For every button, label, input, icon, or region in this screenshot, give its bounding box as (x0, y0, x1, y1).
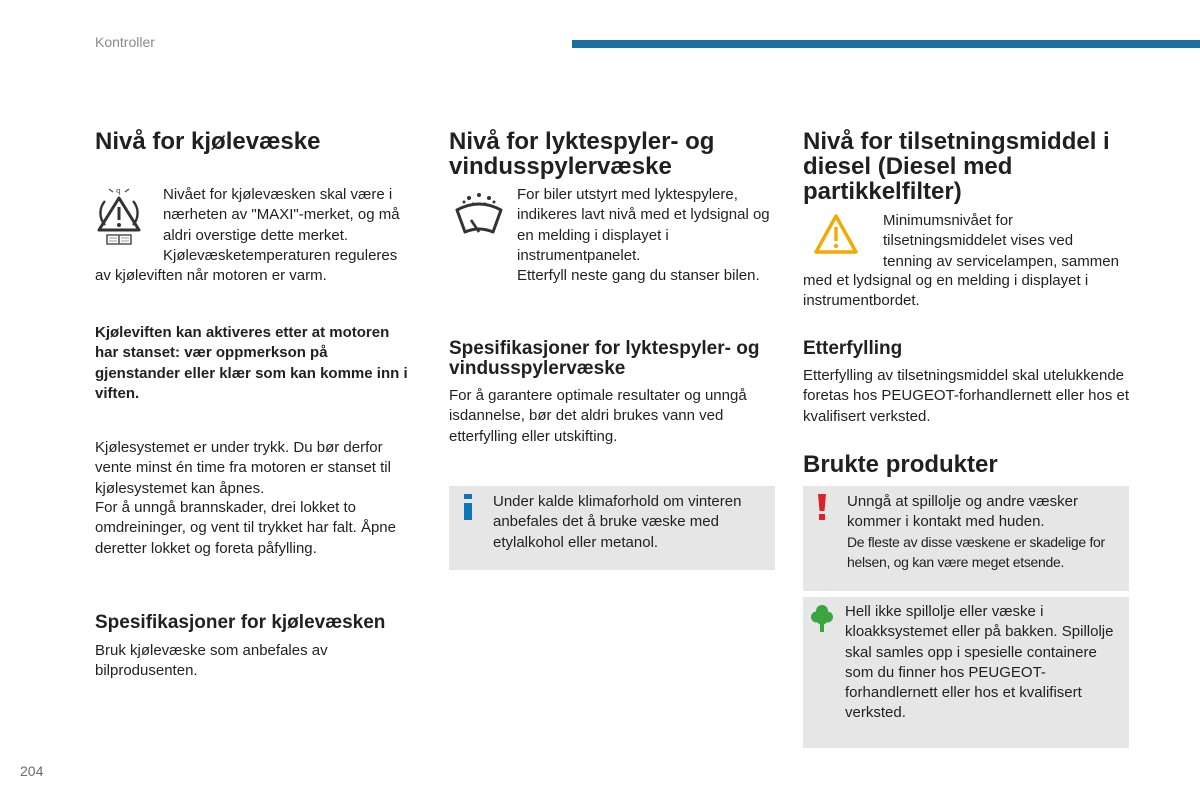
info-note-box (449, 486, 775, 570)
exclamation-icon (817, 494, 827, 520)
coolant-intro-line-1: Nivået for kjølevæsken skal være i (163, 186, 393, 203)
coolant-intro-last: av kjøleviften når motoren er varm. (95, 267, 327, 284)
washer-intro: For biler utstyrt med lyktespylere, indikeres lavt nivå med et lydsignal og en melding i displayet i instrumentpanelet. (517, 186, 770, 264)
page-number: 204 (20, 763, 44, 779)
washer-spec-title: Spesifikasjoner for lyktespyler- og vindusspylervæske (449, 338, 760, 379)
washer-spec-text: For å garantere optimale resultater og unngå isdannelse, bør det aldri brukes vann ved etterfylling eller utskifting. (449, 387, 747, 445)
info-note-text: Under kalde klimaforhold om vinteren anbefales det å bruke væske med etylalkohol eller metanol. (493, 493, 742, 551)
additive-min-line-1: Minimumsnivået for (883, 212, 1014, 229)
washer-fluid-icon (451, 190, 507, 246)
washer-title: Nivå for lyktespyler- og vindusspylervæske (449, 128, 715, 180)
additive-title: Nivå for tilsetningsmiddel i diesel (Diesel med partikkelfilter) (803, 128, 1110, 205)
coolant-title: Nivå for kjølevæske (95, 128, 321, 155)
header-accent-bar (572, 40, 1200, 48)
coolant-spec-title: Spesifikasjoner for kjølevæsken (95, 612, 386, 633)
fan-warning-text: Kjøleviften kan aktiveres etter at motoren har stanset: vær oppmerkson på gjenstander eller klær som kan komme inn i viften. (95, 324, 408, 402)
svg-text:ꟼ: ꟼ (116, 188, 121, 197)
environment-note-text: Hell ikke spillolje eller væske i kloakksystemet eller på bakken. Spillolje skal samles opp i spesielle containere som du finner hos PEUGEOT-forhandlernett eller hos et kvalifisert verksted. (845, 603, 1114, 722)
pressure-text: Kjølesystemet er under trykk. Du bør derfor vente minst én time fra motoren er stanset til kjølesystemet kan åpnes. (95, 439, 391, 497)
coolant-warning-icon (95, 186, 143, 246)
environment-note-box (803, 597, 1129, 748)
section-label: Kontroller (95, 34, 155, 50)
caution-note-box (803, 486, 1129, 591)
additive-min-line-2: tilsetningsmiddelet vises ved (883, 232, 1074, 250)
coolant-intro-line-4: Kjølevæsketemperaturen reguleres (163, 246, 398, 264)
coolant-intro-line-2: nærheten av "MAXI"-merket, og må (163, 206, 400, 224)
washer-refill: Etterfyll neste gang du stanser bilen. (517, 267, 760, 284)
coolant-spec-text: Bruk kjølevæske som anbefales av bilprodusenten. (95, 642, 328, 680)
info-icon (463, 494, 473, 520)
tree-icon (811, 604, 833, 632)
burn-text: For å unngå brannskader, drei lokket to omdreininger, og vent til trykket har falt. Åpne deretter lokket og foreta påfylling. (95, 499, 396, 557)
coolant-intro-line-3: aldri overstige dette merket. (163, 226, 349, 244)
additive-min-line-3: tenning av servicelampen, sammen (883, 252, 1119, 270)
additive-min-rest: med et lydsignal og en melding i displayet i instrumentbordet. (803, 272, 1089, 310)
refill-text: Etterfylling av tilsetningsmiddel skal utelukkende foretas hos PEUGEOT-forhandlernett eller hos et kvalifisert verksted. (803, 367, 1129, 425)
used-products-title: Brukte produkter (803, 451, 998, 478)
warning-triangle-icon (813, 212, 859, 258)
caution-note-text: Unngå at spillolje og andre væsker kommer i kontakt med huden. (847, 493, 1078, 531)
refill-title: Etterfylling (803, 338, 903, 359)
caution-note-subtext: De fleste av disse væskene er skadelige for helsen, og kan være meget etsende. (847, 534, 1105, 571)
